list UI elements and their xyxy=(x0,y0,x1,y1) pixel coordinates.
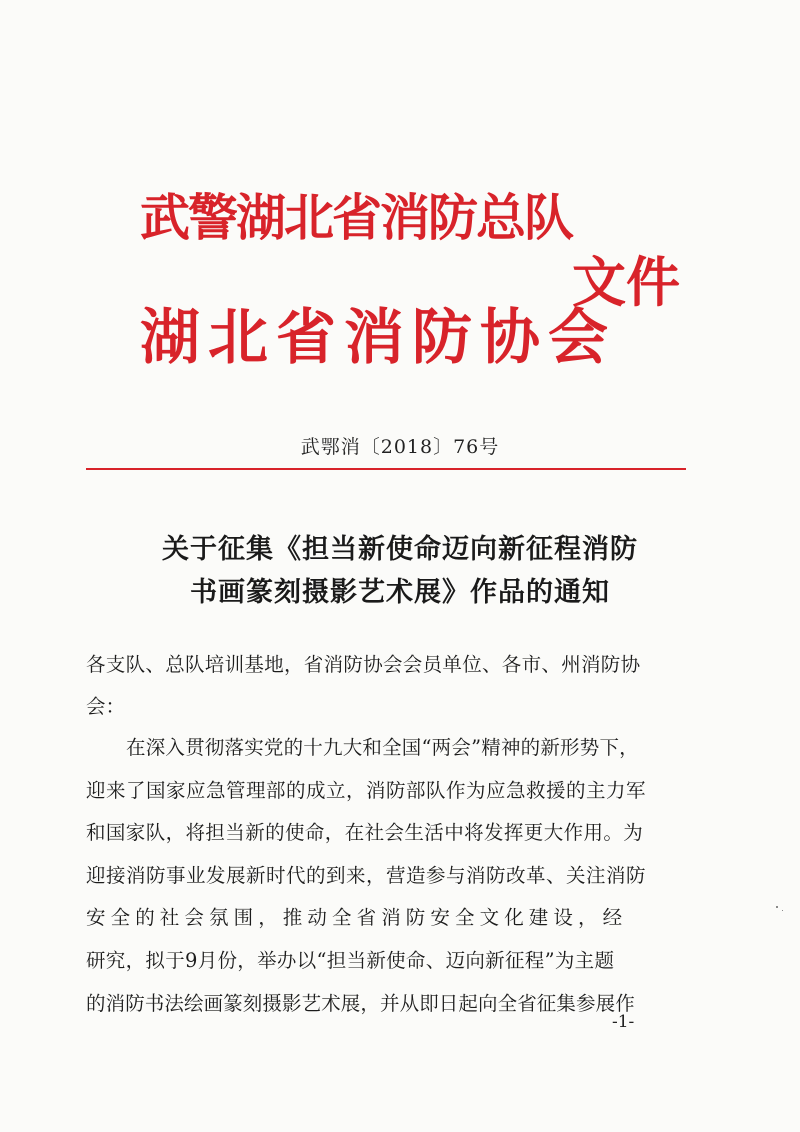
body-line: 和国家队，将担当新的使命，在社会生活中将发挥更大作用。为 xyxy=(86,821,644,844)
title-line-2: 书画篆刻摄影艺术展》作品的通知 xyxy=(190,577,610,608)
body-line: 研究，拟于9月份，举办以“担当新使命、迈向新征程”为主题 xyxy=(86,949,615,972)
header-org-2: 湖北省消防协会 xyxy=(140,303,616,373)
title-line-1: 关于征集《担当新使命迈向新征程消防 xyxy=(162,534,638,565)
scan-speck xyxy=(782,910,783,911)
body-line: 在深入贯彻落实党的十九大和全国“两会”精神的新形势下， xyxy=(126,736,639,759)
body-line: 会： xyxy=(86,695,126,718)
body-line: 安全的社会氛围，推动全省消防安全文化建设，经 xyxy=(86,906,628,929)
body-line: 迎接消防事业发展新时代的到来，营造参与消防改革、关注消防 xyxy=(86,864,647,887)
document-number: 武鄂消〔2018〕76号 xyxy=(300,436,500,458)
red-divider xyxy=(86,468,686,470)
body-line: 的消防书法绘画篆刻摄影艺术展，并从即日起向全省征集参展作 xyxy=(86,992,635,1015)
page-number: -1- xyxy=(612,1012,635,1032)
header-suffix: 文件 xyxy=(572,251,680,314)
scan-speck xyxy=(776,906,778,908)
body-line: 各支队、总队培训基地，省消防协会会员单位、各市、州消防协 xyxy=(86,653,641,676)
header-org-1: 武警湖北省消防总队 xyxy=(140,189,572,247)
body-line: 迎来了国家应急管理部的成立，消防部队作为应急救援的主力军 xyxy=(86,779,647,802)
